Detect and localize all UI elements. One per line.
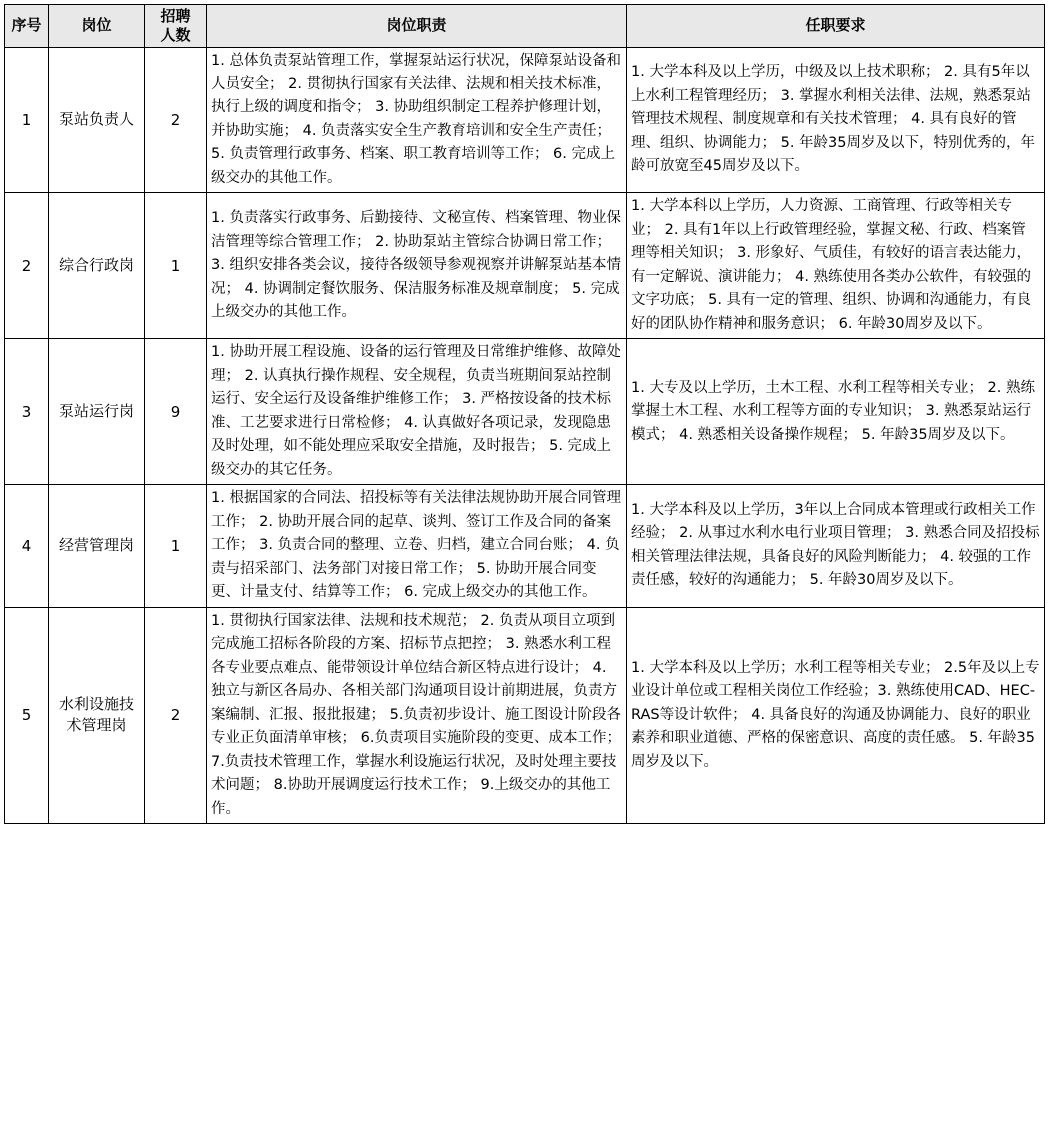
column-header-count-line1: 招聘 [160, 7, 191, 25]
row-post-name: 泵站负责人 [49, 47, 145, 193]
column-header-count-line2: 人数 [160, 25, 191, 44]
row-duties: 1. 根据国家的合同法、招投标等有关法律法规协助开展合同管理工作； 2. 协助开展合同的起草、谈判、签订工作及合同的备案工作； 3. 负责合同的整理、立卷、归档，建立合同台账； 4. 负责与招采部门、法务部门对接日常工作； 5. 协助开展合同变更、计量支付、结算等工作； 6. 完成上级交办的其他工作。 [207, 485, 627, 607]
row-post-name: 综合行政岗 [49, 193, 145, 339]
table-row [5, 47, 1045, 193]
row-index: 2 [5, 193, 49, 339]
recruitment-table [4, 4, 1045, 824]
column-header-count [145, 5, 207, 48]
row-headcount: 1 [145, 485, 207, 607]
row-post-name: 经营管理岗 [49, 485, 145, 607]
column-header-requirement: 任职要求 [627, 5, 1045, 48]
row-index: 5 [5, 607, 49, 823]
row-requirements: 1. 大学本科及以上学历，3年以上合同成本管理或行政相关工作经验； 2. 从事过水利水电行业项目管理； 3. 熟悉合同及招投标相关管理法律法规，具备良好的风险判断能力； 4. 较强的工作责任感，较好的沟通能力； 5. 年龄30周岁及以下。 [627, 485, 1045, 607]
row-post-name: 水利设施技术管理岗 [49, 607, 145, 823]
table-row [5, 485, 1045, 607]
row-duties: 1. 贯彻执行国家法律、法规和技术规范； 2. 负责从项目立项到完成施工招标各阶段的方案、招标节点把控； 3. 熟悉水利工程各专业要点难点、能带领设计单位结合新区特点进行设计； 4. 独立与新区各局办、各相关部门沟通项目设计前期进展，负责方案编制、汇报、报批报建； 5.负责初步设计、施工图设计阶段各专业正负面清单审核； 6.负责项目实施阶段的变更、成本工作； 7.负责技术管理工作，掌握水利设施运行状况，及时处理主要技术问题； 8.协助开展调度运行技术工作； 9.上级交办的其他工作。 [207, 607, 627, 823]
row-index: 1 [5, 47, 49, 193]
table-header [5, 5, 1045, 48]
row-duties: 1. 负责落实行政事务、后勤接待、文秘宣传、档案管理、物业保洁管理等综合管理工作； 2. 协助泵站主管综合协调日常工作； 3. 组织安排各类会议，接待各级领导参观视察并讲解泵站基本情况； 4. 协调制定餐饮服务、保洁服务标准及规章制度； 5. 完成上级交办的其他工作。 [207, 193, 627, 339]
row-headcount: 1 [145, 193, 207, 339]
column-header-index: 序号 [5, 5, 49, 48]
column-header-duty: 岗位职责 [207, 5, 627, 48]
table-header-row [5, 5, 1045, 48]
row-headcount: 2 [145, 47, 207, 193]
row-index: 3 [5, 339, 49, 485]
row-post-name: 泵站运行岗 [49, 339, 145, 485]
row-requirements: 1. 大专及以上学历，土木工程、水利工程等相关专业； 2. 熟练掌握土木工程、水利工程等方面的专业知识； 3. 熟悉泵站运行模式； 4. 熟悉相关设备操作规程； 5. 年龄35周岁及以下。 [627, 339, 1045, 485]
table-row [5, 339, 1045, 485]
column-header-post: 岗位 [49, 5, 145, 48]
row-requirements: 1. 大学本科及以上学历；水利工程等相关专业； 2.5年及以上专业设计单位或工程相关岗位工作经验；3. 熟练使用CAD、HEC-RAS等设计软件； 4. 具备良好的沟通及协调能力、良好的职业素养和职业道德、严格的保密意识、高度的责任感。 5. 年龄35周岁及以下。 [627, 607, 1045, 823]
table-row [5, 193, 1045, 339]
row-headcount: 2 [145, 607, 207, 823]
table-body [5, 47, 1045, 824]
row-duties: 1. 协助开展工程设施、设备的运行管理及日常维护维修、故障处理； 2. 认真执行操作规程、安全规程，负责当班期间泵站控制运行、安全运行及设备维护维修工作； 3. 严格按设备的技术标准、工艺要求进行日常检修； 4. 认真做好各项记录，发现隐患及时处理，如不能处理应采取安全措施，及时报告； 5. 完成上级交办的其它任务。 [207, 339, 627, 485]
row-duties: 1. 总体负责泵站管理工作，掌握泵站运行状况，保障泵站设备和人员安全； 2. 贯彻执行国家有关法律、法规和相关技术标准，执行上级的调度和指令； 3. 协助组织制定工程养护修理计划，并协助实施； 4. 负责落实安全生产教育培训和安全生产责任； 5. 负责管理行政事务、档案、职工教育培训等工作； 6. 完成上级交办的其他工作。 [207, 47, 627, 193]
row-requirements: 1. 大学本科以上学历，人力资源、工商管理、行政等相关专业； 2. 具有1年以上行政管理经验，掌握文秘、行政、档案管理等相关知识； 3. 形象好、气质佳，有较好的语言表达能力，有一定解说、演讲能力； 4. 熟练使用各类办公软件，有较强的文字功底； 5. 具有一定的管理、组织、协调和沟通能力，有良好的团队协作精神和服务意识； 6. 年龄30周岁及以下。 [627, 193, 1045, 339]
table-row [5, 607, 1045, 823]
row-requirements: 1. 大学本科及以上学历，中级及以上技术职称； 2. 具有5年以上水利工程管理经历； 3. 掌握水利相关法律、法规，熟悉泵站管理技术规程、制度规章和有关技术管理； 4. 具有良好的管理、组织、协调能力； 5. 年龄35周岁及以下，特别优秀的，年龄可放宽至45周岁及以下。 [627, 47, 1045, 193]
row-headcount: 9 [145, 339, 207, 485]
row-index: 4 [5, 485, 49, 607]
